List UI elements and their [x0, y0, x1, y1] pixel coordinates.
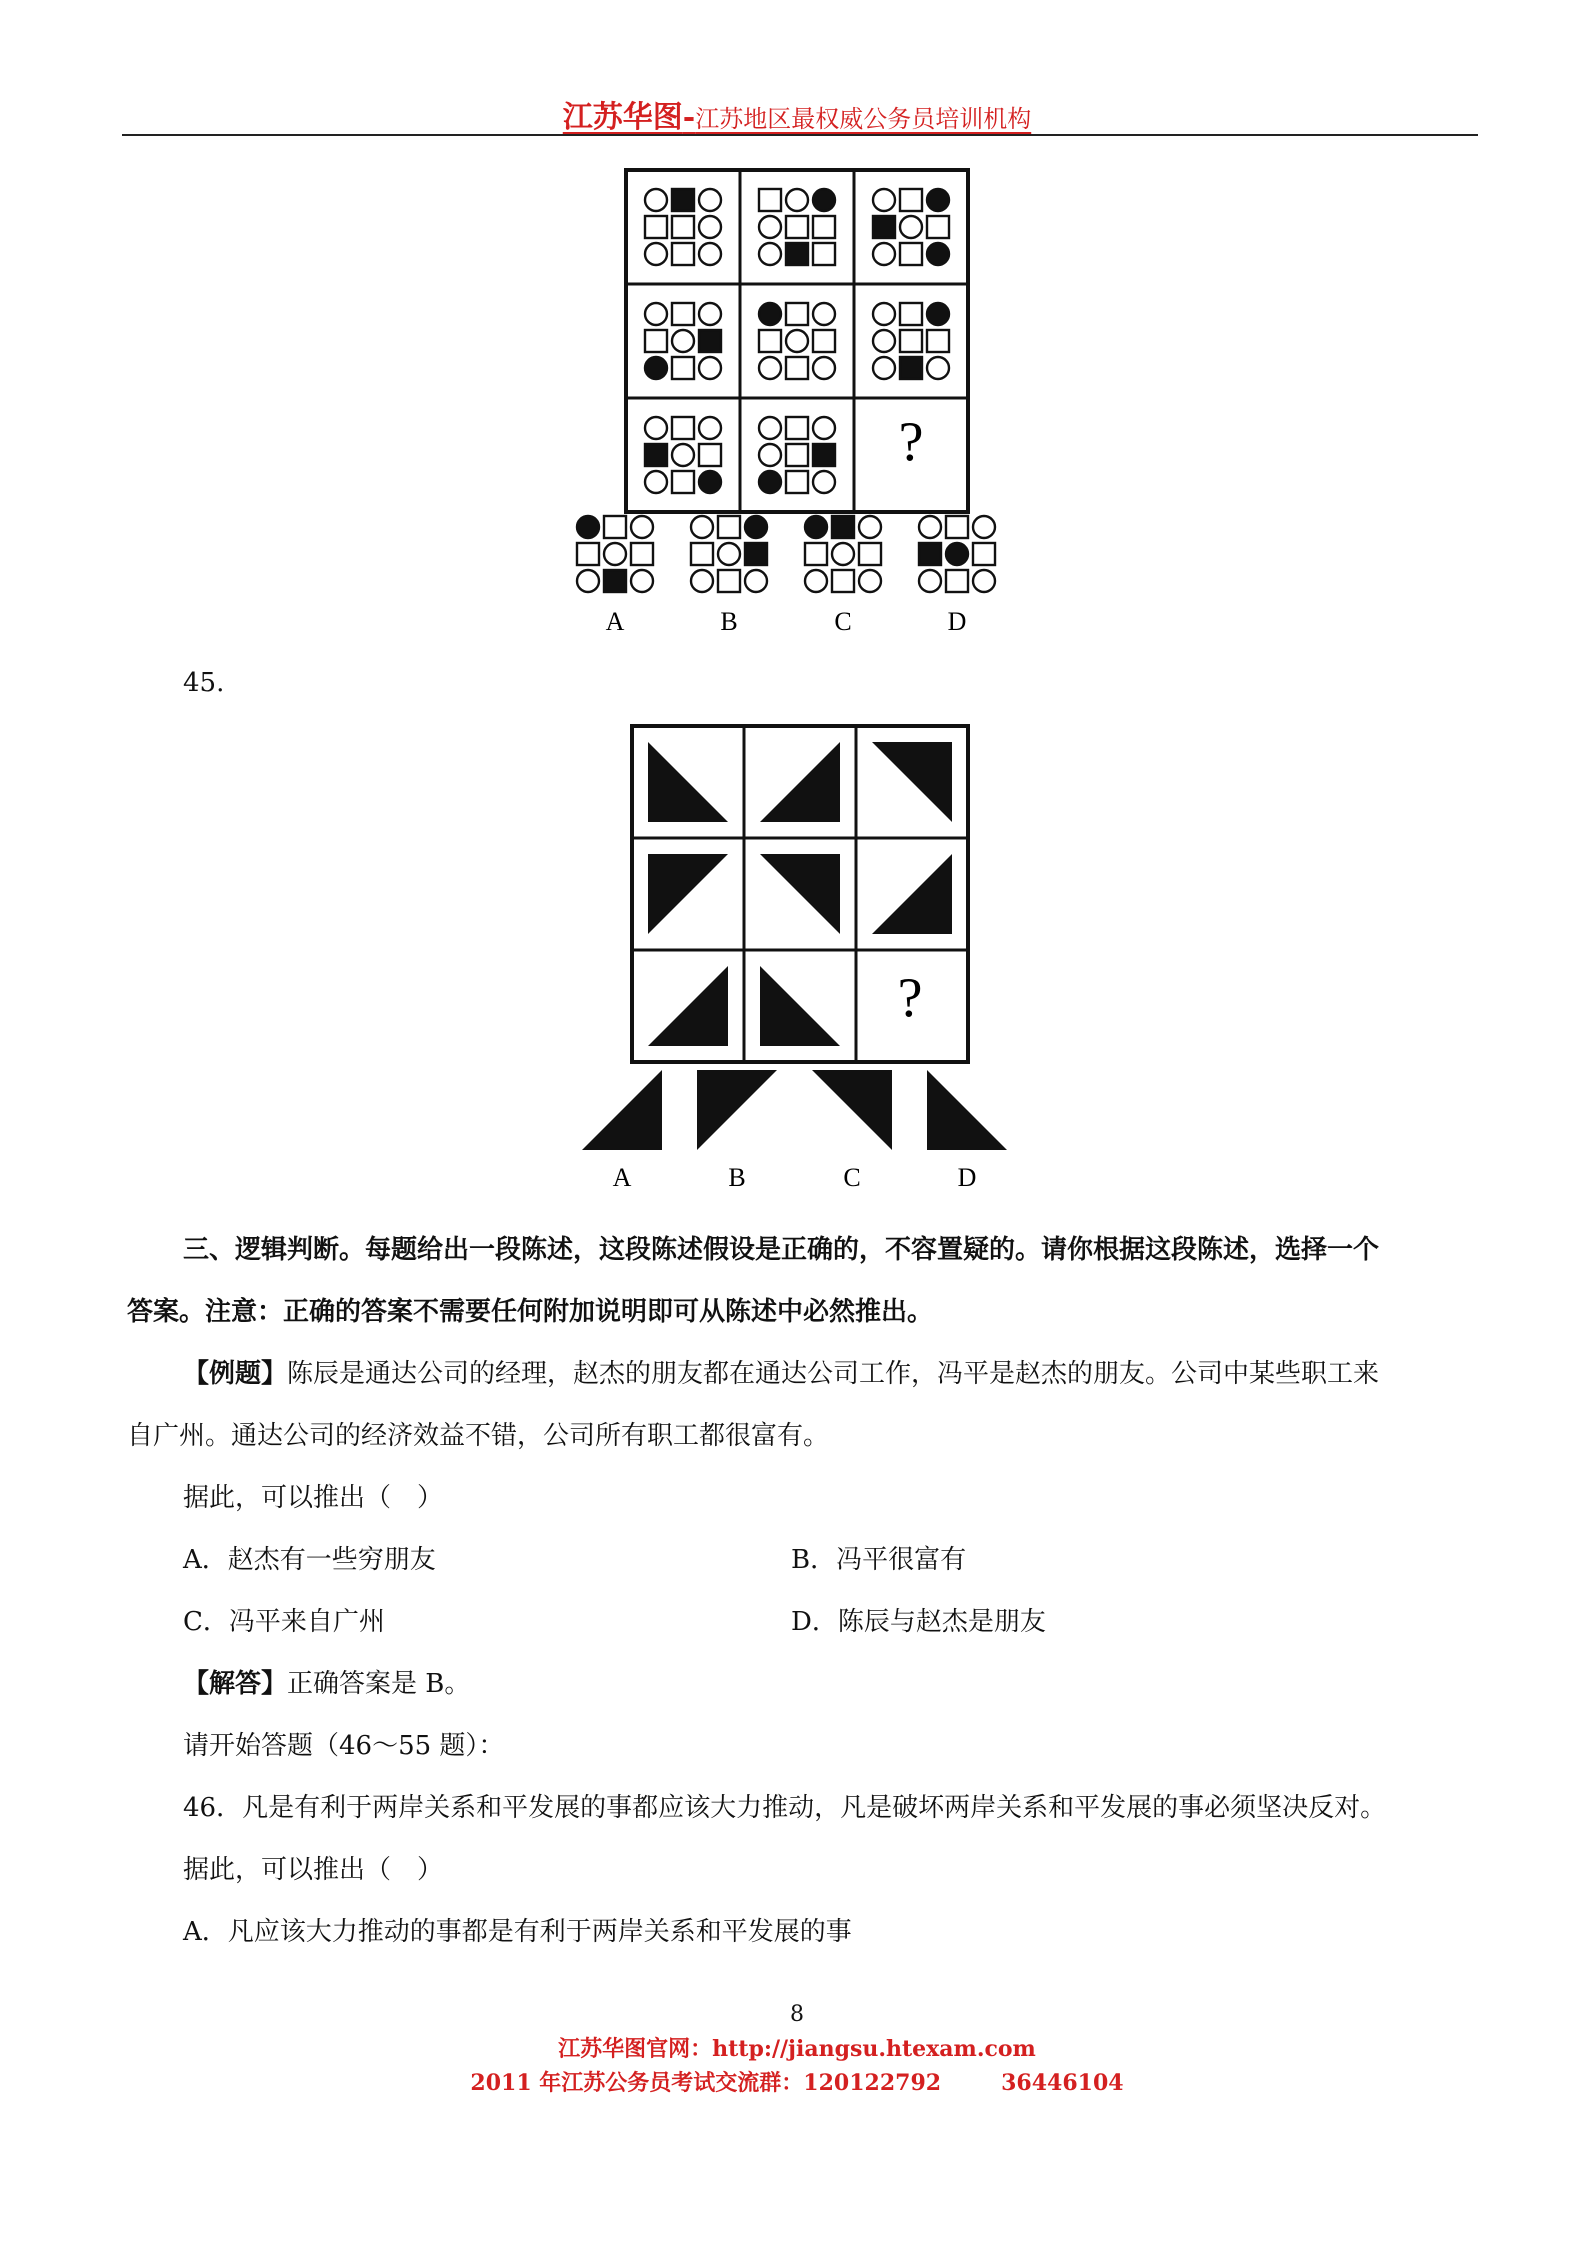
figure1-shape-square	[786, 357, 808, 379]
figure2-option-label: C	[843, 1163, 861, 1192]
figure1-shape-square	[699, 444, 721, 466]
figure1-option-shape-circle	[577, 570, 599, 592]
figure1-option-shape-circle	[718, 543, 740, 565]
figure1-option-shape-square	[691, 543, 713, 565]
figure1-shape-filled-circle	[927, 189, 949, 211]
figure1-option-shape-filled-circle	[577, 516, 599, 538]
figure1-shape-square	[927, 216, 949, 238]
figure1-shape-circle	[699, 189, 721, 211]
figure1-option-shape-circle	[919, 516, 941, 538]
example-choice-a: A．赵杰有一些穷朋友	[183, 1545, 436, 1575]
figure1-option-label: D	[947, 607, 967, 636]
figure1-option-shape-filled-circle	[745, 516, 767, 538]
figure1-cell-7	[645, 417, 721, 493]
figure1-shape-square	[900, 243, 922, 265]
figure1-shape-filled-circle	[645, 357, 667, 379]
figure1-shape-circle	[786, 330, 808, 352]
question-46-prompt: 据此，可以推出（ ）	[183, 1855, 444, 1885]
figure1-option-shape-filled-square	[745, 543, 767, 565]
figure1-option-shape-circle	[973, 516, 995, 538]
figure1-option-shape-filled-square	[832, 516, 854, 538]
header-brand: 江苏华图	[562, 100, 683, 135]
figure1-shape-filled-square	[900, 357, 922, 379]
figure1-shape-circle	[873, 303, 895, 325]
figure1-option-shape-square	[718, 516, 740, 538]
figure1-option-label: A	[605, 607, 625, 636]
figure1-option-shape-square	[718, 570, 740, 592]
answer-tag: 【解答】	[183, 1669, 288, 1699]
figure1-shape-circle	[699, 216, 721, 238]
figure1-shape-circle	[759, 216, 781, 238]
figure1-shape-circle	[699, 303, 721, 325]
figure1-option-d	[919, 516, 995, 636]
figure1-option-label: C	[834, 607, 852, 636]
figure1-option-shape-circle	[691, 570, 713, 592]
figure1-shape-square	[759, 330, 781, 352]
figure1-cell-8	[759, 417, 835, 493]
figure2-triangle	[760, 966, 840, 1046]
figure1-shape-circle	[699, 243, 721, 265]
figure1-cell-5	[759, 303, 835, 379]
figure1-shape-circle	[645, 471, 667, 493]
figure1-shape-square	[900, 330, 922, 352]
figure2-triangle	[648, 742, 728, 822]
figure1-shape-filled-square	[873, 216, 895, 238]
figure1-shape-square	[672, 357, 694, 379]
figure-triangle-matrix	[580, 720, 1020, 1200]
figure1-option-shape-square	[577, 543, 599, 565]
example-line2: 自广州。通达公司的经济效益不错，公司所有职工都很富有。	[127, 1421, 830, 1451]
example-choice-c: C．冯平来自广州	[183, 1607, 385, 1637]
figure1-shape-square	[900, 303, 922, 325]
figure1-shape-circle	[900, 216, 922, 238]
figure1-shape-square	[786, 417, 808, 439]
figure1-shape-square	[672, 303, 694, 325]
figure1-shape-circle	[873, 330, 895, 352]
example-line1	[183, 1353, 1379, 1390]
figure2-option-triangle	[812, 1070, 892, 1150]
figure1-shape-filled-square	[813, 444, 835, 466]
figure1-option-shape-circle	[631, 570, 653, 592]
figure2-triangle	[760, 742, 840, 822]
page-number: 8	[790, 2002, 804, 2027]
figure1-shape-circle	[759, 243, 781, 265]
figure1-shape-filled-circle	[759, 471, 781, 493]
question-46-choice-a: A．凡应该大力推动的事都是有利于两岸关系和平发展的事	[183, 1917, 852, 1947]
figure1-shape-square	[900, 189, 922, 211]
figure1-option-shape-square	[859, 543, 881, 565]
figure1-shape-circle	[813, 417, 835, 439]
figure1-option-shape-square	[631, 543, 653, 565]
footer-group-secondary: 36446104	[1001, 2070, 1124, 2096]
figure1-shape-square	[672, 216, 694, 238]
figure1-option-shape-square	[832, 570, 854, 592]
example-text-1: 陈辰是通达公司的经理，赵杰的朋友都在通达公司工作，冯平是赵杰的朋友。公司中某些职工来	[287, 1359, 1380, 1389]
figure1-shape-circle	[672, 330, 694, 352]
example-tag: 【例题】	[183, 1359, 288, 1389]
figure1-option-shape-filled-circle	[805, 516, 827, 538]
figure1-shape-circle	[759, 444, 781, 466]
figure1-shape-square	[786, 444, 808, 466]
figure1-option-shape-filled-square	[604, 570, 626, 592]
figure1-shape-filled-square	[786, 243, 808, 265]
figure2-option-triangle	[582, 1070, 662, 1150]
figure1-option-shape-circle	[604, 543, 626, 565]
figure1-cell-1	[645, 189, 721, 265]
figure2-option-label: B	[728, 1163, 746, 1192]
figure1-option-shape-filled-circle	[946, 543, 968, 565]
figure1-option-shape-circle	[973, 570, 995, 592]
figure1-shape-circle	[699, 417, 721, 439]
example-answer	[183, 1663, 470, 1700]
figure1-shape-circle	[813, 303, 835, 325]
figure1-cell-3	[873, 189, 949, 265]
figure1-shape-filled-circle	[759, 303, 781, 325]
example-choice-d: D．陈辰与赵杰是朋友	[791, 1607, 1046, 1637]
figure1-shape-square	[759, 189, 781, 211]
figure1-shape-square	[672, 471, 694, 493]
figure1-shape-square	[786, 303, 808, 325]
figure1-shape-filled-circle	[813, 189, 835, 211]
figure1-shape-filled-circle	[927, 303, 949, 325]
figure1-shape-circle	[813, 357, 835, 379]
figure1-option-label: B	[720, 607, 738, 636]
figure1-shape-circle	[645, 189, 667, 211]
footer-group	[0, 2066, 1594, 2097]
figure1-option-shape-circle	[745, 570, 767, 592]
footer-site: 江苏华图官网：http://jiangsu.htexam.com	[558, 2036, 1036, 2062]
figure1-option-shape-circle	[832, 543, 854, 565]
example-choice-b: B．冯平很富有	[791, 1545, 967, 1575]
figure1-option-shape-circle	[919, 570, 941, 592]
figure1-shape-square	[645, 330, 667, 352]
figure1-option-shape-square	[946, 516, 968, 538]
figure1-shape-filled-circle	[927, 243, 949, 265]
figure1-shape-square	[813, 216, 835, 238]
figure2-triangle	[760, 854, 840, 934]
figure1-shape-circle	[759, 357, 781, 379]
figure1-option-shape-square	[946, 570, 968, 592]
figure1-option-a	[577, 516, 653, 636]
figure1-shape-circle	[645, 303, 667, 325]
figure1-shape-circle	[672, 444, 694, 466]
figure2-triangle	[648, 966, 728, 1046]
figure1-shape-circle	[927, 357, 949, 379]
figure1-shape-square	[672, 243, 694, 265]
figure2-option-label: A	[612, 1163, 632, 1192]
page-header	[0, 92, 1594, 136]
figure2-option-a	[582, 1070, 662, 1192]
figure1-option-shape-square	[973, 543, 995, 565]
figure1-option-shape-circle	[859, 516, 881, 538]
figure2-question-mark: ?	[897, 967, 923, 1029]
figure1-option-shape-circle	[805, 570, 827, 592]
figure1-shape-square	[813, 243, 835, 265]
question-45-number: 45.	[183, 668, 225, 698]
figure2-option-label: D	[957, 1163, 977, 1192]
figure1-shape-circle	[699, 357, 721, 379]
figure1-shape-filled-square	[672, 189, 694, 211]
figure1-cell-4	[645, 303, 721, 379]
figure1-shape-circle	[759, 417, 781, 439]
figure2-option-b	[697, 1070, 777, 1192]
figure1-option-shape-square	[604, 516, 626, 538]
header-tagline: 江苏地区最权威公务员培训机构	[695, 105, 1032, 133]
figure1-shape-filled-square	[645, 444, 667, 466]
figure1-shape-circle	[786, 189, 808, 211]
figure1-question-mark: ?	[898, 411, 924, 473]
figure1-option-shape-square	[805, 543, 827, 565]
figure1-shape-circle	[873, 189, 895, 211]
figure1-shape-square	[786, 471, 808, 493]
start-instruction: 请开始答题（46～55 题）：	[183, 1731, 505, 1761]
figure1-shape-filled-circle	[699, 471, 721, 493]
section3-intro-line1: 三、逻辑判断。每题给出一段陈述，这段陈述假设是正确的，不容置疑的。请你根据这段陈述，选择一个	[183, 1235, 1380, 1265]
figure1-shape-square	[813, 330, 835, 352]
figure1-shape-circle	[645, 243, 667, 265]
figure1-shape-square	[672, 417, 694, 439]
figure1-option-shape-circle	[859, 570, 881, 592]
figure2-option-c	[812, 1070, 892, 1192]
figure2-triangle	[648, 854, 728, 934]
figure1-shape-circle	[813, 471, 835, 493]
example-prompt: 据此，可以推出（ ）	[183, 1483, 444, 1513]
figure2-triangle	[872, 742, 952, 822]
figure1-option-c	[805, 516, 881, 636]
header-sep: -	[682, 100, 696, 135]
figure1-cell-6	[873, 303, 949, 379]
figure2-option-d	[927, 1070, 1007, 1192]
section3-intro-line2: 答案。注意：正确的答案不需要任何附加说明即可从陈述中必然推出。	[127, 1297, 934, 1327]
figure2-triangle	[872, 854, 952, 934]
figure1-shape-circle	[645, 417, 667, 439]
figure-shape-matrix	[560, 160, 1040, 650]
figure1-shape-filled-square	[699, 330, 721, 352]
figure1-cell-2	[759, 189, 835, 265]
figure2-option-triangle	[927, 1070, 1007, 1150]
answer-text: 正确答案是 B。	[287, 1669, 471, 1699]
figure1-shape-square	[786, 216, 808, 238]
figure1-option-shape-filled-square	[919, 543, 941, 565]
figure1-option-shape-circle	[631, 516, 653, 538]
figure1-shape-square	[927, 330, 949, 352]
header-rule	[122, 134, 1478, 136]
figure1-shape-square	[645, 216, 667, 238]
footer-group-primary: 2011 年江苏公务员考试交流群：120122792	[470, 2070, 942, 2096]
figure1-shape-circle	[873, 243, 895, 265]
figure2-option-triangle	[697, 1070, 777, 1150]
figure1-shape-circle	[873, 357, 895, 379]
figure1-option-shape-circle	[691, 516, 713, 538]
figure1-option-b	[691, 516, 767, 636]
question-46-stem: 46．凡是有利于两岸关系和平发展的事都应该大力推动，凡是破坏两岸关系和平发展的事必须坚决反对。	[183, 1793, 1387, 1823]
